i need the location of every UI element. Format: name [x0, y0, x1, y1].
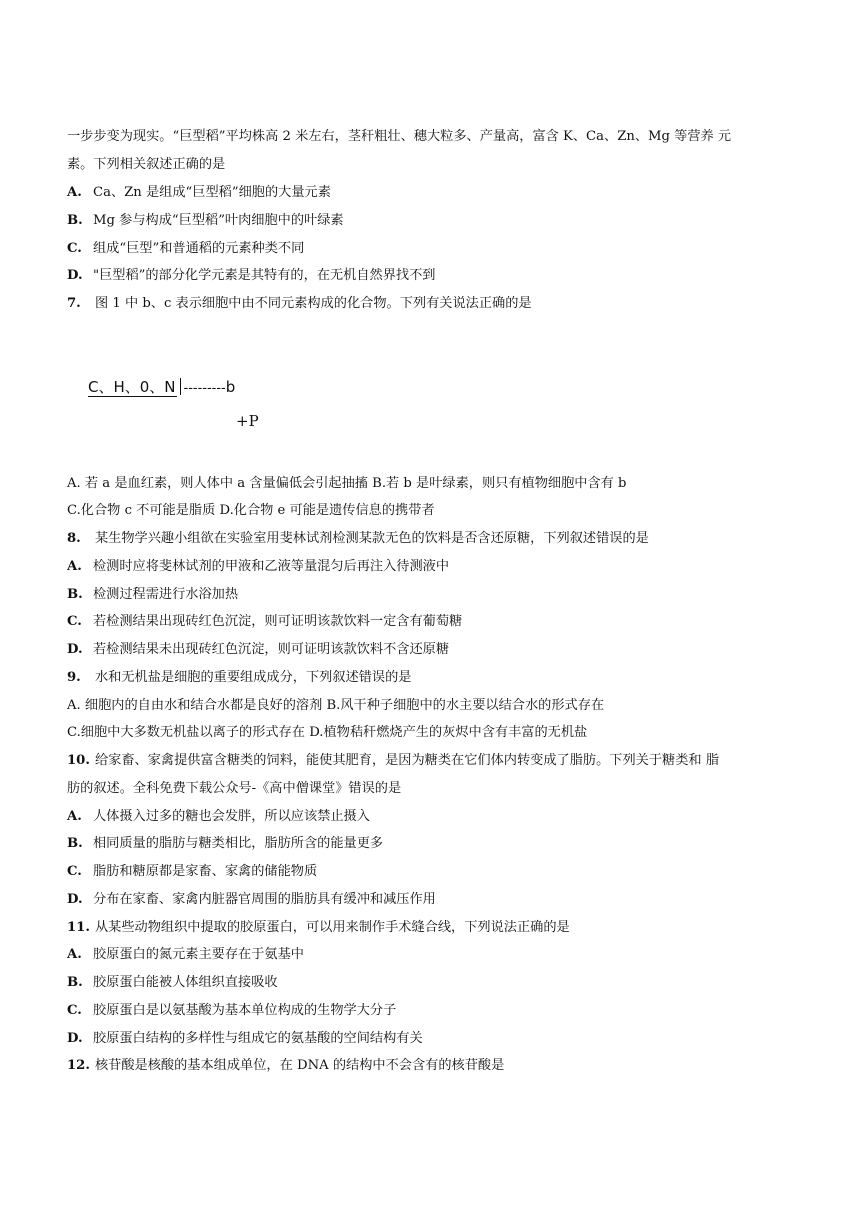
option-label: D. — [67, 892, 83, 907]
q7-options-line2: C.化合物 c 不可能是脂质 D.化合物 e 可能是遗传信息的携带者 — [67, 503, 435, 518]
q6-stem-line1: 一步步变为现实。“巨型稻”平均株高 2 米左右，茎秆粗壮、穗大粒多、产量高，富含 K、Ca、Zn、Mg 等营养 元 — [67, 129, 732, 144]
option-label: C. — [67, 864, 82, 879]
q7-options-line1: A. 若 a 是血红素，则人体中 a 含量偏低会引起抽搐 B.若 b 是叶绿素，则只有植物细胞中含有 b — [67, 476, 627, 491]
question-text: 核苷酸是核酸的基本组成单位，在 DNA 的结构中不会含有的核苷酸是 — [95, 1058, 505, 1073]
option-text: 胶原蛋白能被人体组织直接吸收 — [93, 975, 278, 990]
option-label: D. — [67, 1031, 83, 1046]
q11-option-b — [67, 973, 278, 993]
option-text: 人体摄入过多的糖也会发胖，所以应该禁止摄入 — [93, 809, 370, 824]
q8-stem — [67, 529, 649, 549]
option-text: 若检测结果未出现砖红色沉淀，则可证明该款饮料不含还原糖 — [93, 642, 450, 657]
q6-option-a — [67, 183, 331, 203]
branch-bar — [180, 378, 181, 395]
question-text: 某生物学兴趣小组欲在实验室用斐林试剂检测某款无色的饮料是否含还原糖，下列叙述错误的是 — [95, 531, 649, 546]
q9-stem — [67, 668, 412, 688]
q9-options-line2: C.细胞中大多数无机盐以离子的形式存在 D.植物秸秆燃烧产生的灰烬中含有丰富的无机盐 — [67, 725, 588, 740]
question-number: 7. — [67, 296, 81, 311]
option-text: 检测过程需进行水浴加热 — [93, 587, 239, 602]
option-text: 检测时应将斐林试剂的甲液和乙液等量混匀后再注入待测液中 — [93, 559, 450, 574]
question-number: 9. — [67, 670, 81, 685]
q9-options-line1: A. 细胞内的自由水和结合水都是良好的溶剂 B.风干种子细胞中的水主要以结合水的形式存在 — [67, 698, 605, 713]
option-label: D. — [67, 268, 83, 283]
option-text: 胶原蛋白结构的多样性与组成它的氨基酸的空间结构有关 — [93, 1031, 423, 1046]
q11-stem — [67, 918, 570, 938]
q7-stem — [67, 294, 532, 314]
q6-option-d — [67, 266, 436, 286]
option-text: Mg 参与构成“巨型稻”叶肉细胞中的叶绿素 — [93, 213, 344, 228]
q8-option-b — [67, 585, 238, 605]
q10-option-d — [67, 890, 436, 910]
q10-stem-line1 — [67, 751, 719, 771]
question-number: 8. — [67, 531, 81, 546]
option-text: "巨型稻”的部分化学元素是其特有的，在无机自然界找不到 — [93, 268, 436, 283]
option-text: 分布在家畜、家禽内脏器官周围的脂肪具有缓冲和减压作用 — [93, 892, 436, 907]
q6-option-b — [67, 211, 344, 231]
q10-stem-line2: 肪的叙述。全科免费下载公众号-《高中僧课堂》错误的是 — [67, 781, 402, 796]
q7-diagram — [88, 376, 259, 430]
option-label: C. — [67, 1003, 82, 1018]
question-number: 10. — [67, 753, 90, 768]
question-text: 给家畜、家禽提供富含糖类的饲料，能使其肥育，是因为糖类在它们体内转变成了脂肪。下列关于糖类和 脂 — [95, 753, 720, 768]
q8-option-a — [67, 557, 449, 577]
option-text: 若检测结果出现砖红色沉淀，则可证明该款饮料一定含有葡萄糖 — [93, 614, 463, 629]
q6-stem-line2: 素。下列相关叙述正确的是 — [67, 157, 226, 172]
question-number: 12. — [67, 1058, 90, 1073]
option-text: Ca、Zn 是组成“巨型稻”细胞的大量元素 — [93, 185, 331, 200]
q8-option-d — [67, 640, 449, 660]
option-label: B. — [67, 213, 83, 228]
plus-p-label: +P — [236, 412, 259, 430]
option-label: A. — [67, 947, 82, 962]
question-number: 11. — [67, 920, 90, 935]
q10-option-a — [67, 807, 370, 827]
q12-stem — [67, 1056, 504, 1076]
option-label: B. — [67, 587, 83, 602]
option-label: C. — [67, 241, 82, 256]
option-label: B. — [67, 975, 83, 990]
question-text: 水和无机盐是细胞的重要组成成分，下列叙述错误的是 — [95, 670, 412, 685]
option-text: 胶原蛋白是以氨基酸为基本单位构成的生物学大分子 — [93, 1003, 397, 1018]
option-label: D. — [67, 642, 83, 657]
option-label: A. — [67, 185, 82, 200]
compound-b-label: b — [225, 378, 236, 396]
q10-option-b — [67, 834, 383, 854]
arrow-dashes: --------- — [183, 381, 226, 396]
question-text: 从某些动物组织中提取的胶原蛋白，可以用来制作手术缝合线，下列说法正确的是 — [95, 920, 570, 935]
q11-option-d — [67, 1029, 423, 1049]
question-text: 图 1 中 b、c 表示细胞中由不同元素构成的化合物。下列有关说法正确的是 — [95, 296, 532, 311]
option-label: A. — [67, 559, 82, 574]
option-text: 脂肪和糖原都是家畜、家禽的储能物质 — [93, 864, 318, 879]
q10-option-c — [67, 862, 317, 882]
element-formula: C、H、0、N — [88, 378, 176, 396]
option-text: 组成“巨型”和普通稻的元素种类不同 — [93, 241, 305, 256]
option-label: B. — [67, 836, 83, 851]
option-label: A. — [67, 809, 82, 824]
q6-option-c — [67, 239, 304, 259]
q11-option-c — [67, 1001, 396, 1021]
q8-option-c — [67, 612, 462, 632]
option-text: 胶原蛋白的氮元素主要存在于氨基中 — [93, 947, 304, 962]
q11-option-a — [67, 945, 304, 965]
option-label: C. — [67, 614, 82, 629]
option-text: 相同质量的脂肪与糖类相比，脂肪所含的能量更多 — [93, 836, 384, 851]
